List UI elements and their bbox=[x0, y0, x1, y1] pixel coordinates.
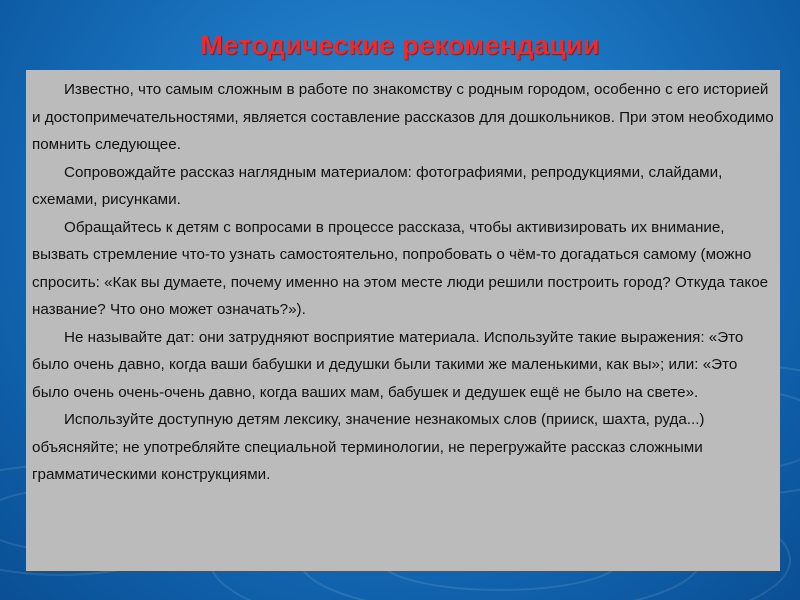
paragraph-no-dates: Не называйте дат: они затрудняют восприятие материала. Используйте такие выражения: «Это было очень давно, когда ваши бабушки и дедушки были такими же маленькими, как вы»; или: «Это было очень очень-очень давно, когда ваших мам, бабушек и дедушек ещё не было на свете». bbox=[32, 328, 744, 401]
paragraph-questions: Обращайтесь к детям с вопросами в процессе рассказа, чтобы активизировать их внимание, вызвать стремление что-то узнать самостоятельно, попробовать о чём-то догадаться самому (можно спросить: «Как вы думаете, почему именно на этом месте люди решили построить город? Откуда такое название? Что оно может означать?»). bbox=[32, 218, 769, 318]
paragraph-vocabulary: Используйте доступную детям лексику, значение незнакомых слов (прииск, шахта, руда...) объясняйте; не употребляйте специальной терминологии, не перегружайте рассказ сложными грамматическими конструкциями. bbox=[32, 411, 705, 483]
slide-title: Методические рекомендации bbox=[200, 30, 600, 60]
paragraph-intro: Известно, что самым сложным в работе по знакомству с родным городом, особенно с его историей и достопримечательностями, является составление рассказов для дошкольников. При этом необходимо помнить следующее. bbox=[32, 81, 774, 153]
paragraph-visual-material: Сопровождайте рассказ наглядным материалом: фотографиями, репродукциями, слайдами, схемами, рисунками. bbox=[32, 163, 723, 208]
content-box bbox=[26, 70, 780, 571]
